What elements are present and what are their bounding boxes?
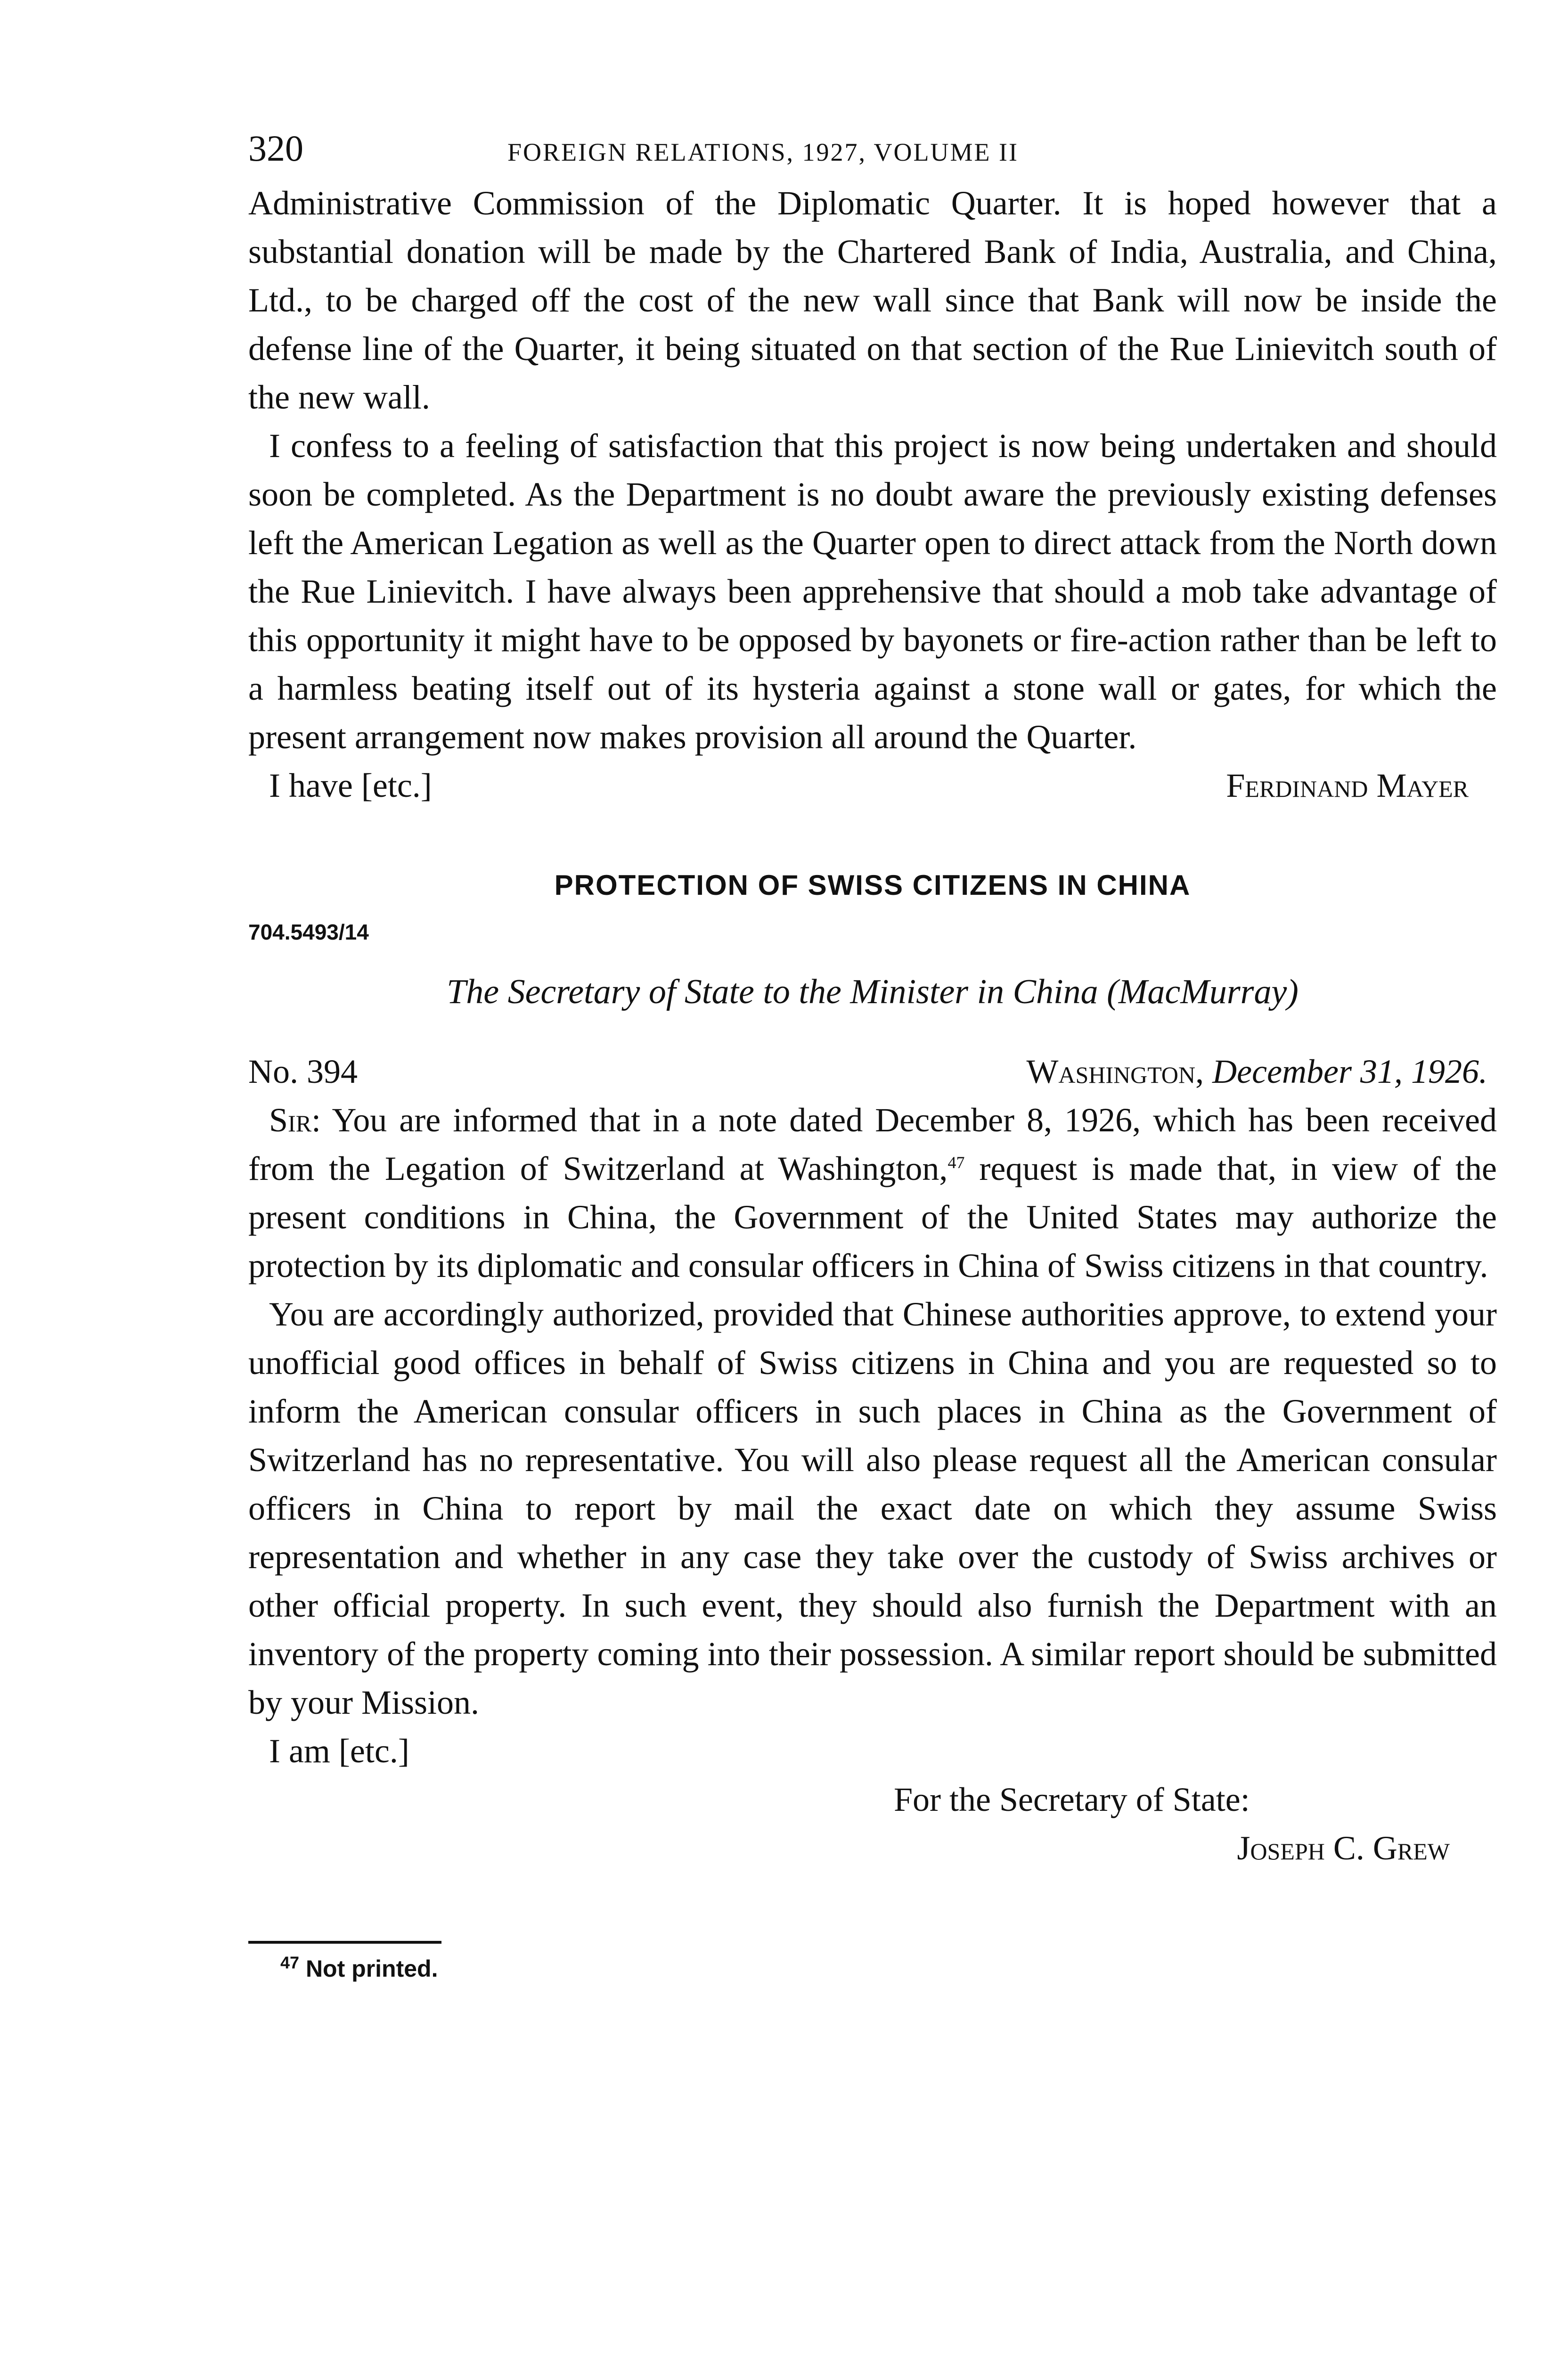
previous-closing: I have [etc.] [269, 767, 432, 804]
previous-document-paragraph-2: I confess to a feeling of satisfaction that this project is now being undertaken and should soon be completed. As the Department is no doubt aware the previously existing defenses left the American Legation as well as the Quarter open to direct attack from the North down the Rue Linievitch. I have always been apprehensive that should a mob take advantage of this opportunity it might have to be opposed by bayonets or fire-action rather than be left to a harmless beating itself out of its hysteria against a stone wall or gates, for which the present arrangement now makes provision all around the Quarter. [248, 427, 1497, 756]
letter-paragraph-1 [248, 1096, 1497, 1290]
document-page [248, 127, 1497, 1982]
previous-document-paragraph-1: Administrative Commission of the Diplomatic Quarter. It is hoped however that a substantial donation will be made by the Chartered Bank of India, Australia, and China, Ltd., to be charged off the cost of the new wall since that Bank will now be inside the defense line of the Quarter, it being situated on that section of the Rue Linievitch south of the new wall. [248, 184, 1497, 416]
letter-paragraph-1-continued: request is made that, in view of the present conditions in China, the Government of the United States may authorize the protection by its diplomatic and consular officers in China of Swiss citizens in that country. [248, 1150, 1497, 1284]
previous-signature: Ferdinand Mayer [1226, 767, 1469, 804]
footnote [248, 1955, 1497, 1982]
place: Washington, [1026, 1053, 1204, 1090]
page-header [248, 127, 1497, 179]
letter-paragraph-2: You are accordingly authorized, provided that Chinese authorities approve, to extend your unofficial good offices in behalf of Swiss citizens in China and you are requested so to inform the American consular officers in such places in China as the Government of Switzerland has no representative. You will also please request all the American consular officers in China to report by mail the exact date on which they assume Swiss representation and whether in any case they take over the custody of Swiss archives or other official property. In such event, they should also furnish the Department with an inventory of the property coming into their possession. A similar report should be submitted by your Mission. [248, 1295, 1497, 1721]
running-head: FOREIGN RELATIONS, 1927, VOLUME II [507, 138, 1019, 166]
signature-for: For the Secretary of State: [894, 1781, 1250, 1818]
signature-block [248, 1775, 1497, 1873]
footnote-reference: 47 [947, 1153, 965, 1172]
letter-closing: I am [etc.] [269, 1732, 409, 1770]
file-number: 704.5493/14 [248, 920, 369, 944]
dateline [248, 1047, 1497, 1096]
letter-paragraph-1-text: You are informed that in a note dated December 8, 1926, which has been received from the Legation of Switzerland at Washington, [248, 1101, 1497, 1187]
salutation: Sir: [269, 1101, 321, 1139]
footnote-text: Not printed. [305, 1955, 438, 1982]
footnote-marker: 47 [280, 1953, 300, 1972]
place-date [1026, 1047, 1497, 1096]
date: December 31, 1926. [1212, 1053, 1487, 1090]
document-title: The Secretary of State to the Minister in China (MacMurray) [447, 973, 1298, 1011]
page-number: 320 [248, 128, 303, 169]
footnote-divider [248, 1941, 441, 1944]
document-number: No. 394 [248, 1053, 358, 1090]
previous-document-closing-line [248, 761, 1497, 810]
signature-name: Joseph C. Grew [1237, 1829, 1450, 1867]
section-heading: PROTECTION OF SWISS CITIZENS IN CHINA [554, 869, 1191, 901]
